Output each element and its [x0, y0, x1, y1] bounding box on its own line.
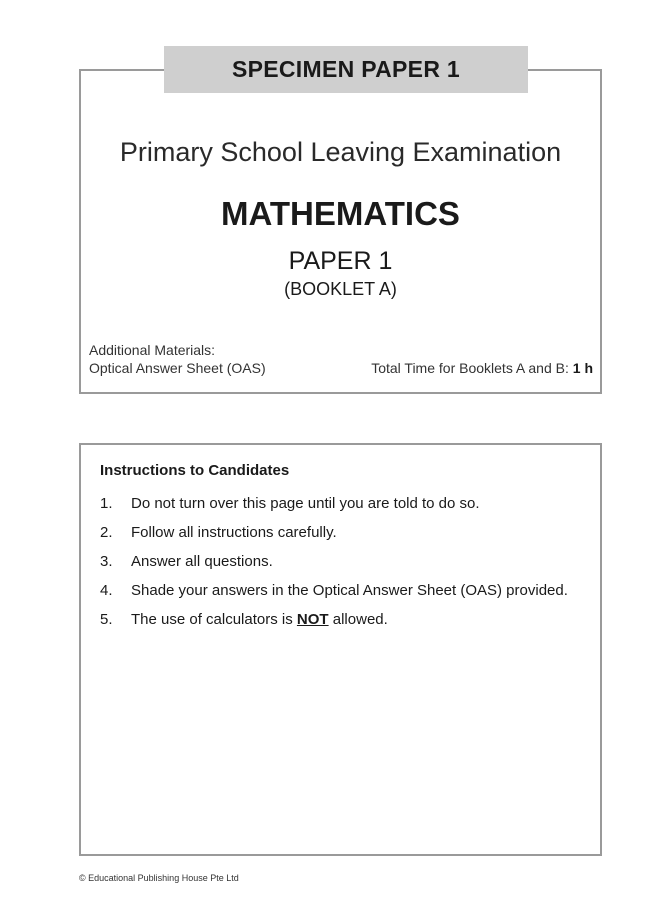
instructions-list [100, 489, 568, 634]
instruction-text: Answer all questions. [131, 553, 273, 570]
instruction-number: 3. [100, 553, 113, 570]
instruction-item [100, 518, 568, 547]
instruction-item [100, 547, 568, 576]
additional-materials [89, 341, 266, 377]
instruction-item [100, 605, 568, 634]
instruction-number: 4. [100, 582, 113, 599]
instructions-box [79, 443, 602, 856]
total-time-value: 1 h [572, 360, 593, 376]
materials-label: Additional Materials: [89, 342, 216, 358]
instructions-heading: Instructions to Candidates [100, 462, 290, 479]
total-time-label: Total Time for Booklets A and B: [371, 360, 569, 376]
instruction-text [131, 605, 388, 634]
instruction-item [100, 489, 568, 518]
instruction-number: 2. [100, 524, 113, 541]
instruction-text-before: The use of calculators is [131, 611, 297, 628]
copyright-footer: © Educational Publishing House Pte Ltd [79, 873, 239, 883]
instruction-text-after: allowed. [328, 611, 388, 628]
total-time [371, 359, 593, 377]
instruction-text: Do not turn over this page until you are told to do so. [131, 495, 480, 512]
specimen-paper-banner: SPECIMEN PAPER 1 [164, 46, 528, 93]
instruction-emphasis: NOT [296, 611, 329, 628]
booklet-label: (BOOKLET A) [284, 279, 397, 299]
instruction-text: Follow all instructions carefully. [131, 524, 337, 541]
exam-name: Primary School Leaving Examination [119, 137, 562, 167]
materials-value: Optical Answer Sheet (OAS) [89, 360, 266, 376]
subject-title: MATHEMATICS [221, 195, 460, 232]
instruction-number: 5. [100, 611, 113, 628]
cover-box [79, 69, 602, 394]
paper-number: PAPER 1 [288, 247, 393, 275]
instruction-text: Shade your answers in the Optical Answer Sheet (OAS) provided. [131, 582, 568, 599]
instruction-item [100, 576, 568, 605]
instruction-number: 1. [100, 495, 113, 512]
